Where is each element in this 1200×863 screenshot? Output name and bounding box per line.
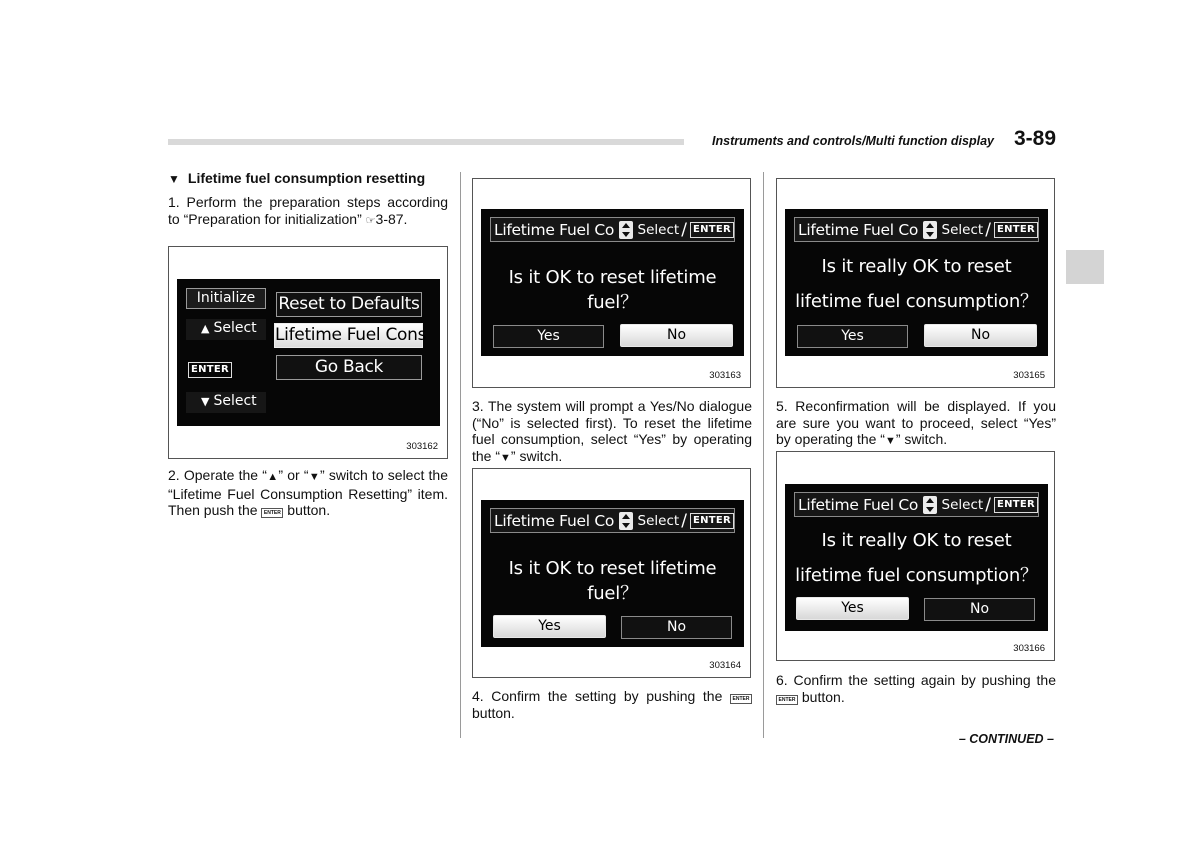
display-screen [481,209,744,356]
enter-key-icon: ENTER [776,695,798,705]
step-5-part: ” switch. [895,431,948,447]
step-3-part: 3. The system will prompt a Yes/No dialogue (“No” is selected first). To reset the lifetime fuel consumption, select “Yes” by operating the “ [472,398,752,464]
heading-text: Lifetime fuel consumption resetting [187,170,426,186]
figure-303166 [776,451,1055,661]
step-5-part: 5. Reconfirmation will be displayed. If you are sure you want to proceed, select “Yes” by operating the “ [776,398,1056,447]
reference-icon: ☞ [365,214,376,227]
no-button[interactable]: No [621,616,732,639]
step-6-part: 6. Confirm the setting again by pushing the [776,672,1056,688]
figure-code: 303162 [406,441,438,452]
screen-title: Lifetime Fuel Co [494,511,615,530]
question-line-2: lifetime fuel consumption？ [795,565,1038,586]
screen-header [490,217,735,242]
step-2-part: button. [287,502,331,518]
enter-key-icon [188,357,232,378]
no-button[interactable]: No [924,324,1037,347]
triangle-down-icon: ▼ [168,172,180,186]
section-heading [168,170,450,186]
step-2-part: 2. Operate the “ [168,467,267,483]
figure-303162 [168,246,448,459]
enter-key-icon: ENTER [994,497,1038,513]
column-divider [460,172,461,738]
step-1-body: 1. Perform the preparation steps according to “Preparation for initialization” [168,194,448,227]
display-screen [177,279,440,426]
slash: / [985,219,991,240]
reset-to-defaults-item[interactable]: Reset to Defaults [276,292,422,317]
screen-header [490,508,735,533]
step-5-text [776,398,1056,450]
figure-303164 [472,468,751,678]
step-4-part: 4. Confirm the setting by pushing the [472,688,723,704]
up-arrow-icon: ▲ [201,322,210,335]
question-text: Is it OK to reset lifetime fuel？ [508,558,717,604]
down-arrow-icon: ▼ [500,451,511,464]
down-arrow-icon: ▼ [201,395,210,408]
page-number: 3-89 [1013,127,1056,150]
step-3-text [472,398,752,466]
display-screen [481,500,744,647]
figure-303165 [776,178,1055,388]
up-arrow-icon: ▲ [266,471,279,483]
question-line-1: Is it really OK to reset [821,530,1012,551]
step-4-text [472,688,752,721]
step-1-text [168,194,448,229]
up-down-icon [619,221,632,239]
select-label: Select [941,496,984,513]
chapter-tab [1066,250,1104,284]
up-down-icon [923,221,936,239]
lifetime-fuel-item[interactable]: Lifetime Fuel Cons [274,323,423,348]
slash: / [681,510,687,531]
step-2-part: ” switch to select the “Lifetime Fuel Consumption Resetting” item. Then push the [168,467,449,518]
select-label: Select [637,512,680,529]
question-text: Is it OK to reset lifetime fuel？ [508,267,717,313]
screen-title: Lifetime Fuel Co [798,495,919,514]
enter-key-icon: ENTER [690,222,734,238]
select-down-item[interactable] [186,392,266,413]
figure-code: 303164 [709,660,741,671]
down-arrow-icon: ▼ [884,435,896,447]
figure-303163 [472,178,751,388]
figure-code: 303163 [709,370,741,381]
figure-code: 303166 [1013,643,1045,654]
select-label: Select [941,221,984,238]
display-screen [785,209,1048,356]
up-down-icon [923,496,936,514]
go-back-item[interactable]: Go Back [276,355,422,380]
screen-header [794,492,1039,517]
continued-label: – CONTINUED – [958,732,1054,746]
enter-key-icon: ENTER [994,222,1038,238]
step-3-part: ” switch. [510,447,563,464]
figure-code: 303165 [1013,370,1045,381]
screen-header [794,217,1039,242]
step-4-part: button. [472,704,515,721]
select-label: Select [637,221,680,238]
down-arrow-icon: ▼ [308,471,321,483]
step-2-part: ” or “ [278,467,309,483]
section-title: Instruments and controls/Multi function display [712,134,994,148]
question-line-2: lifetime fuel consumption？ [795,291,1038,312]
step-6-part: button. [801,688,845,705]
screen-title: Lifetime Fuel Co [494,220,615,239]
screen-title: Lifetime Fuel Co [798,220,919,239]
enter-key-icon: ENTER [690,513,734,529]
column-divider [763,172,764,738]
select-up-label: Select [213,320,257,336]
enter-key-icon: ENTER [261,508,283,518]
initialize-item[interactable]: Initialize [186,288,266,309]
enter-label: ENTER [188,362,232,378]
yes-button[interactable]: Yes [493,325,604,348]
yes-button[interactable]: Yes [797,325,908,348]
yes-button[interactable]: Yes [493,615,606,638]
step-2-text [168,467,448,519]
no-button[interactable]: No [620,324,733,347]
slash: / [985,494,991,515]
select-up-item[interactable] [186,319,266,340]
enter-key-icon: ENTER [730,694,752,704]
question-line-1: Is it really OK to reset [821,256,1012,277]
yes-button[interactable]: Yes [796,597,909,620]
select-down-label: Select [213,393,257,409]
up-down-icon [619,512,632,530]
display-screen [785,484,1048,631]
step-6-text [776,672,1056,705]
header-rule [168,139,684,145]
step-1-page-ref: 3-87. [375,210,408,227]
slash: / [681,219,687,240]
no-button[interactable]: No [924,598,1035,621]
